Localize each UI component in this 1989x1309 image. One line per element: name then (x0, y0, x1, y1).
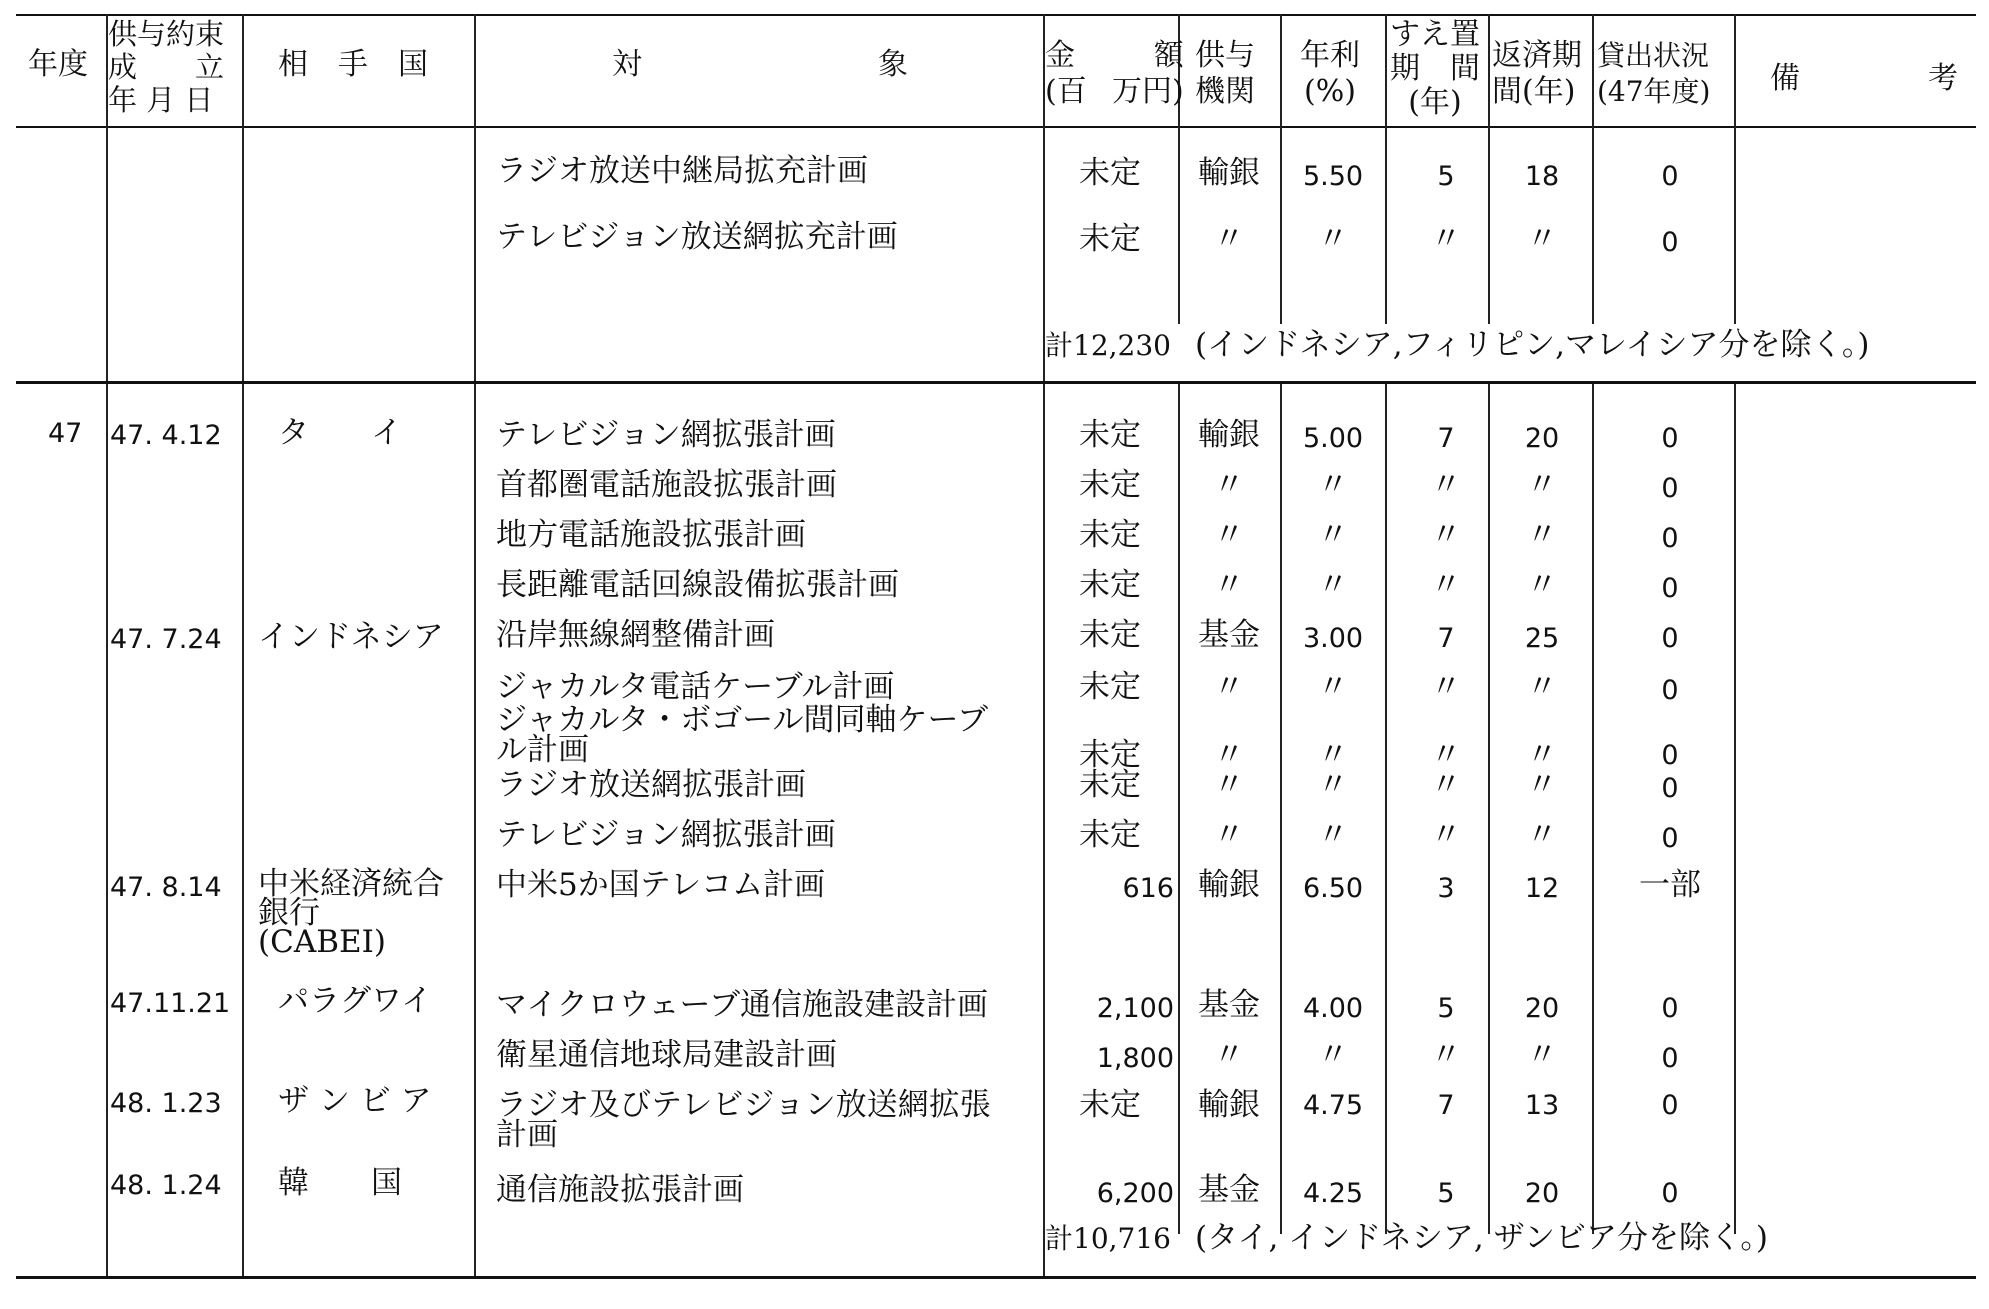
agency-cell: 〃 (1213, 467, 1245, 503)
agency-cell: 〃 (1213, 817, 1245, 853)
grace-cell: 〃 (1430, 737, 1462, 773)
grace-cell: 7 (1437, 623, 1455, 654)
target-cell: マイクロウェーブ通信施設建設計画 (496, 987, 988, 1023)
country-cell: ザ ン ビ ア (278, 1083, 432, 1119)
country-cell: タ イ (278, 415, 402, 451)
rate-cell: 〃 (1317, 767, 1349, 803)
block2-total: 計10,716 (1045, 1222, 1171, 1255)
grace-cell: 〃 (1430, 567, 1462, 603)
repay-cell: 〃 (1526, 221, 1558, 257)
col-rule (1280, 14, 1282, 324)
col-rule (1592, 384, 1594, 1234)
agency-cell: 〃 (1213, 1037, 1245, 1073)
date-cell: 48. 1.23 (110, 1088, 222, 1119)
amount-cell: 616 (1122, 873, 1174, 904)
amount-cell: 未定 (1079, 767, 1141, 803)
status-cell: 0 (1661, 1090, 1679, 1121)
amount-cell: 未定 (1079, 467, 1141, 503)
grace-cell: 5 (1437, 1178, 1455, 1209)
target-cell: 通信施設拡張計画 (496, 1172, 744, 1208)
status-cell: 0 (1661, 1043, 1679, 1074)
grace-cell: 3 (1437, 873, 1455, 904)
repay-cell: 25 (1524, 623, 1560, 654)
col-rule (1734, 384, 1736, 1234)
agency-cell: 輸銀 (1198, 867, 1260, 903)
rate-cell: 3.00 (1302, 623, 1364, 654)
rate-cell: 4.25 (1302, 1178, 1364, 1209)
status-cell: 0 (1661, 1178, 1679, 1209)
target-cell: 首都圏電話施設拡張計画 (496, 467, 837, 503)
header-fiscal-year: 年度 (28, 47, 88, 82)
col-rule (474, 384, 476, 1276)
agency-cell: 基金 (1198, 1172, 1260, 1208)
target-cell: ラジオ放送網拡張計画 (496, 767, 806, 803)
status-cell: 0 (1661, 573, 1679, 604)
agency-cell: 〃 (1213, 221, 1245, 257)
header-amount-right: 額 万円) (1112, 38, 1184, 109)
amount-cell: 未定 (1079, 617, 1141, 653)
repay-cell: 〃 (1526, 817, 1558, 853)
status-cell: 0 (1661, 523, 1679, 554)
header-bottom-rule (16, 126, 1976, 128)
target-cell: 衛星通信地球局建設計画 (496, 1037, 837, 1073)
block-separator-rule (16, 381, 1976, 384)
rate-cell: 〃 (1317, 221, 1349, 257)
fiscal-year-cell: 47 (48, 418, 83, 449)
amount-cell: 6,200 (1096, 1178, 1174, 1209)
country-cell: 韓 国 (278, 1165, 402, 1201)
repay-cell: 〃 (1526, 1037, 1558, 1073)
repay-cell: 12 (1524, 873, 1560, 904)
grace-cell: 〃 (1430, 1037, 1462, 1073)
target-cell: ラジオ放送中継局拡充計画 (496, 153, 868, 189)
header-remarks-right: 考 (1928, 61, 1958, 96)
target-cell: 沿岸無線網整備計画 (496, 617, 775, 653)
rate-cell: 5.00 (1302, 423, 1364, 454)
amount-cell: 未定 (1079, 221, 1141, 257)
status-cell: 0 (1661, 161, 1679, 192)
rate-cell: 〃 (1317, 467, 1349, 503)
status-cell: 0 (1661, 473, 1679, 504)
grace-cell: 5 (1437, 161, 1455, 192)
target-cell: 地方電話施設拡張計画 (496, 517, 806, 553)
rate-cell: 5.50 (1302, 161, 1364, 192)
header-target-left: 対 (612, 47, 642, 82)
repay-cell: 〃 (1526, 467, 1558, 503)
date-cell: 47. 8.14 (110, 872, 222, 903)
date-cell: 47. 4.12 (110, 420, 222, 451)
status-cell: 一部 (1639, 867, 1701, 903)
agency-cell: 基金 (1198, 987, 1260, 1023)
target-cell: ジャカルタ電話ケーブル計画 (496, 669, 895, 705)
col-rule (1734, 14, 1736, 324)
repay-cell: 〃 (1526, 767, 1558, 803)
header-interest: 年利 (%) (1300, 38, 1360, 109)
col-rule (1280, 384, 1282, 1234)
status-cell: 0 (1661, 823, 1679, 854)
grace-cell: 〃 (1430, 817, 1462, 853)
grace-cell: 5 (1437, 993, 1455, 1024)
amount-cell: 未定 (1079, 517, 1141, 553)
grace-cell: 〃 (1430, 767, 1462, 803)
repay-cell: 〃 (1526, 669, 1558, 705)
status-cell: 0 (1661, 773, 1679, 804)
repay-cell: 18 (1524, 161, 1560, 192)
repay-cell: 〃 (1526, 567, 1558, 603)
amount-cell: 未定 (1079, 567, 1141, 603)
col-rule (1178, 384, 1180, 1234)
amount-cell: 未定 (1079, 417, 1141, 453)
agency-cell: 基金 (1198, 617, 1260, 653)
amount-cell: 2,100 (1096, 993, 1174, 1024)
header-agency: 供与 機関 (1195, 38, 1255, 109)
repay-cell: 20 (1524, 993, 1560, 1024)
col-rule (1488, 384, 1490, 1234)
agency-cell: 〃 (1213, 567, 1245, 603)
target-cell: 長距離電話回線設備拡張計画 (496, 567, 899, 603)
rate-cell: 〃 (1317, 567, 1349, 603)
repay-cell: 13 (1524, 1090, 1560, 1121)
col-rule (1592, 14, 1594, 324)
status-cell: 0 (1661, 623, 1679, 654)
date-cell: 47.11.21 (110, 988, 231, 1019)
block1-total: 計12,230 (1045, 329, 1171, 362)
agency-cell: 〃 (1213, 767, 1245, 803)
rate-cell: 〃 (1317, 1037, 1349, 1073)
amount-cell: 未定 (1079, 669, 1141, 705)
repay-cell: 〃 (1526, 737, 1558, 773)
rate-cell: 4.75 (1302, 1090, 1364, 1121)
agency-cell: 輸銀 (1198, 1087, 1260, 1123)
target-cell: 中米5か国テレコム計画 (496, 867, 826, 903)
block1-total-note: (インドネシア,フィリピン,マレイシア分を除く。) (1195, 327, 1870, 363)
header-repay: 返済期 間(年) (1492, 38, 1582, 109)
status-cell: 0 (1661, 423, 1679, 454)
country-cell: パラグワイ (278, 983, 433, 1019)
grace-cell: 7 (1437, 423, 1455, 454)
rate-cell: 〃 (1317, 669, 1349, 705)
date-cell: 48. 1.24 (110, 1170, 222, 1201)
grace-cell: 〃 (1430, 517, 1462, 553)
amount-cell: 未定 (1079, 155, 1141, 191)
target-cell: テレビジョン放送網拡充計画 (496, 219, 898, 255)
target-cell: テレビジョン網拡張計画 (496, 417, 836, 453)
header-amount-left: 金 (百 (1045, 38, 1087, 109)
header-status: 貸出状況 (47年度) (1597, 39, 1711, 108)
country-cell: インドネシア (258, 619, 444, 655)
agency-cell: 輸銀 (1198, 155, 1260, 191)
rate-cell: 4.00 (1302, 993, 1364, 1024)
amount-cell: 1,800 (1096, 1043, 1174, 1074)
rate-cell: 〃 (1317, 517, 1349, 553)
status-cell: 0 (1661, 675, 1679, 706)
col-rule (242, 384, 244, 1276)
grace-cell: 7 (1437, 1090, 1455, 1121)
repay-cell: 〃 (1526, 517, 1558, 553)
target-cell: テレビジョン網拡張計画 (496, 817, 836, 853)
col-rule (474, 14, 476, 381)
grace-cell: 〃 (1430, 221, 1462, 257)
header-target-right: 象 (878, 47, 908, 82)
status-cell: 0 (1661, 993, 1679, 1024)
table-bottom-rule (16, 1276, 1976, 1279)
country-cell: 中米経済統合 銀行 (CABEI) (258, 866, 444, 960)
col-rule (1043, 384, 1045, 1276)
header-grace: すえ置 期 間 (年) (1390, 17, 1480, 120)
header-remarks-left: 備 (1770, 61, 1800, 96)
amount-cell: 未定 (1079, 1087, 1141, 1123)
target-cell: ジャカルタ・ボゴール間同軸ケーブ ル計画 (496, 702, 988, 768)
agency-cell: 〃 (1213, 737, 1245, 773)
repay-cell: 20 (1524, 1178, 1560, 1209)
header-agreement-date: 供与約束 成 立 年 月 日 (108, 17, 225, 117)
target-cell: ラジオ及びテレビジョン放送網拡張 計画 (496, 1087, 991, 1153)
rate-cell: 〃 (1317, 817, 1349, 853)
col-rule (1385, 14, 1387, 324)
status-cell: 0 (1661, 740, 1679, 771)
rate-cell: 6.50 (1302, 873, 1364, 904)
col-rule (1385, 384, 1387, 1234)
grace-cell: 〃 (1430, 669, 1462, 705)
rate-cell: 〃 (1317, 737, 1349, 773)
agency-cell: 〃 (1213, 517, 1245, 553)
amount-cell: 未定 (1079, 817, 1141, 853)
header-partner: 相 手 国 (278, 47, 428, 82)
block2-total-note: (タイ, インドネシア, ザンビア分を除く。) (1195, 1220, 1768, 1256)
date-cell: 47. 7.24 (110, 624, 222, 655)
table-top-rule (16, 14, 1976, 16)
col-rule (242, 14, 244, 381)
repay-cell: 20 (1524, 423, 1560, 454)
status-cell: 0 (1661, 227, 1679, 258)
agency-cell: 〃 (1213, 669, 1245, 705)
agency-cell: 輸銀 (1198, 417, 1260, 453)
amount-cell: 未定 (1079, 737, 1141, 773)
grace-cell: 〃 (1430, 467, 1462, 503)
col-rule (1488, 14, 1490, 324)
col-rule (106, 384, 108, 1276)
